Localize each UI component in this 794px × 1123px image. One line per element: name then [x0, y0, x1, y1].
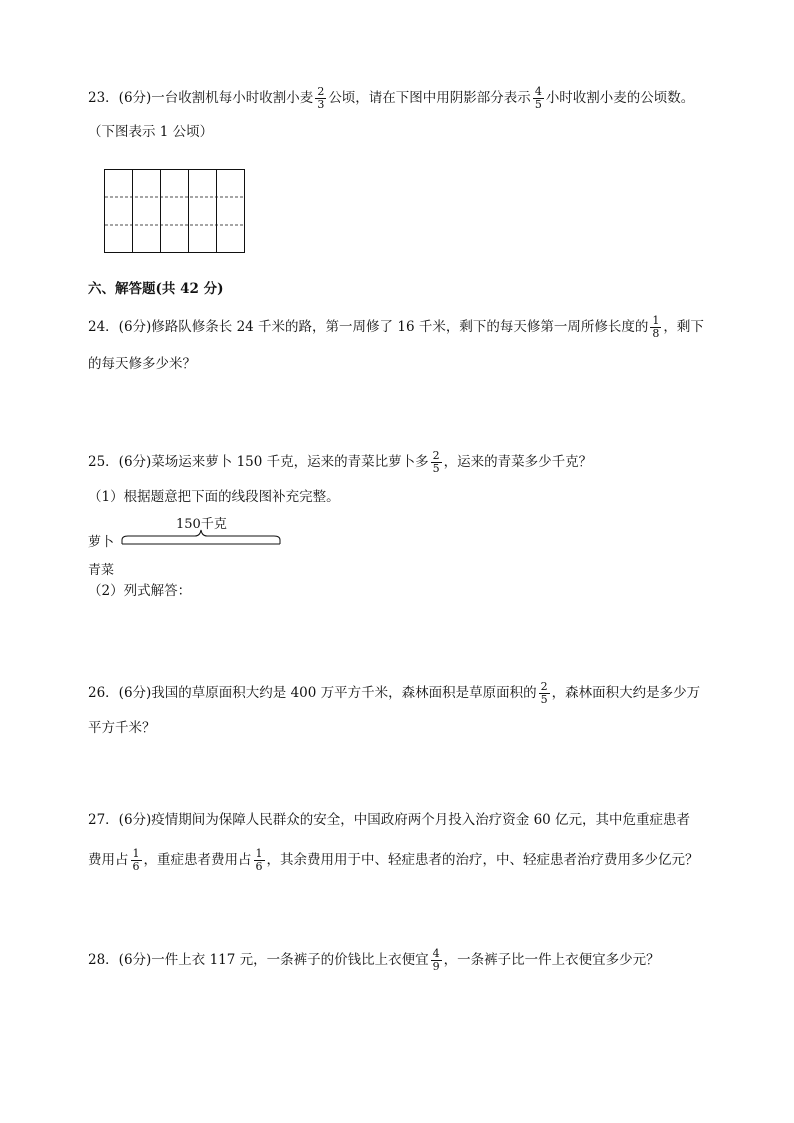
- q27-line1: 27．(6分)疫情期间为保障人民群众的安全，中国政府两个月投入治疗资金 60 亿元，其中危重症患者: [88, 812, 691, 828]
- q25-suffix: ，运来的青菜多少千克？: [443, 454, 593, 470]
- hectare-grid[interactable]: [104, 169, 245, 253]
- label-radish: 萝卜: [88, 535, 115, 550]
- q24-text: [88, 315, 704, 340]
- radish-segment-diagram[interactable]: [118, 526, 284, 548]
- q26-text: [88, 681, 700, 706]
- q28-prefix: 28．(6分)一件上衣 117 元，一条裤子的价钱比上衣便宜: [88, 952, 429, 968]
- fraction-one-eighth: $\frac{1}{8}$: [652, 314, 660, 340]
- q27-suffix: ，其余费用用于中、轻症患者的治疗，中、轻症患者治疗费用多少亿元？: [266, 852, 699, 868]
- q24-prefix: 24．(6分)修路队修条长 24 千米的路，第一周修了 16 千米，剩下的每天修第一周所修长度的: [88, 319, 649, 335]
- fraction-four-fifths: $\frac{4}{5}$: [534, 85, 542, 111]
- q28-suffix: ，一条裤子比一件上衣便宜多少元？: [443, 952, 660, 968]
- fraction-one-sixth: $\frac{1}{6}$: [132, 847, 140, 873]
- brace: [122, 530, 280, 544]
- q23-suffix: 小时收割小麦的公顷数。: [545, 90, 695, 106]
- q23-prefix: 23．(6分)一台收割机每小时收割小麦: [88, 90, 314, 106]
- q27-middle: ，重症患者费用占: [143, 852, 252, 868]
- q26-line2: 平方千米？: [88, 720, 156, 736]
- q26-prefix: 26．(6分)我国的草原面积大约是 400 万平方千米，森林面积是草原面积的: [88, 685, 537, 701]
- q23-note: （下图表示 1 公顷）: [88, 124, 214, 140]
- q26-suffix: ，森林面积大约是多少万: [551, 685, 701, 701]
- fraction-two-fifths: $\frac{2}{5}$: [432, 449, 440, 475]
- section-heading: 六、解答题(共 42 分): [88, 281, 224, 297]
- fraction-two-thirds: $\frac{2}{3}$: [317, 85, 325, 111]
- label-greens: 青菜: [88, 563, 115, 578]
- q24-suffix: ，剩下: [663, 319, 704, 335]
- q27-line2: [88, 848, 699, 873]
- q23-middle: 公顷，请在下图中用阴影部分表示: [328, 90, 531, 106]
- q27-prefix: 费用占: [88, 852, 129, 868]
- fraction-four-ninths: $\frac{4}{9}$: [432, 947, 440, 973]
- q25-text: [88, 450, 592, 475]
- q25-sub1: （1）根据题意把下面的线段图补充完整。: [88, 489, 340, 505]
- q25-sub2: （2）列式解答：: [88, 583, 192, 599]
- brace-label: 150千克: [176, 517, 227, 532]
- fraction-one-sixth: $\frac{1}{6}$: [255, 847, 263, 873]
- q25-prefix: 25．(6分)菜场运来萝卜 150 千克，运来的青菜比萝卜多: [88, 454, 429, 470]
- q28-text: [88, 948, 660, 973]
- q23-text: [88, 86, 694, 111]
- fraction-two-fifths: $\frac{2}{5}$: [540, 680, 548, 706]
- q24-line2: 的每天修多少米？: [88, 356, 196, 372]
